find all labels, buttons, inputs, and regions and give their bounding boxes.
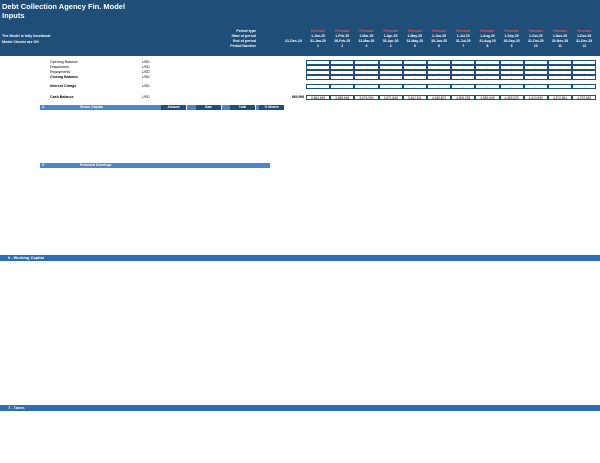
value-cell[interactable]: - [330,70,354,75]
value-cell[interactable]: - [500,65,524,70]
value-cell[interactable]: - [306,75,330,80]
value-cell[interactable]: 4,372,651 [572,95,596,100]
timeline-period-numbers: 12 [582,44,587,48]
value-cell[interactable]: - [379,84,403,89]
working-capital-section: 6 . Working Capital [0,255,600,261]
timeline-end-dates: 30-Sep-25 [503,39,520,43]
timeline-period-numbers: 1 [317,44,319,48]
value-cell[interactable]: - [403,75,427,80]
value-cell[interactable]: - [427,70,451,75]
value-cell[interactable]: - [475,60,499,65]
row-label: Closing Balance [50,75,78,79]
timeline-end-dates: 31-Dec-25 [576,39,593,43]
value-cell[interactable]: - [403,70,427,75]
row-label-period-type: Period type [236,29,256,33]
value-cell[interactable]: - [524,60,548,65]
timeline-start-dates: 1-Jan-25 [311,34,325,38]
timeline-period-types: Forecast [383,29,398,33]
timeline-start-dates: 1-Oct-25 [529,34,543,38]
value-cell[interactable]: - [330,75,354,80]
value-cell[interactable]: - [475,84,499,89]
currency-label: USD [142,70,150,74]
value-cell[interactable]: - [403,65,427,70]
timeline-start-dates: 1-Nov-25 [552,34,568,38]
timeline-end-dates: 30-Apr-25 [382,39,399,43]
value-cell[interactable]: - [354,84,378,89]
timeline-period-types: Forecast [552,29,568,33]
row-label: Repayments [50,70,71,74]
value-cell[interactable]: - [403,60,427,65]
value-cell[interactable]: - [379,70,403,75]
row-label: Cash Balance [50,95,74,99]
share-capital-header-label: Amount [161,105,187,110]
value-cell[interactable]: - [524,70,548,75]
value-cell[interactable]: - [306,60,330,65]
value-cell[interactable]: - [500,60,524,65]
value-cell[interactable]: 4,906,293 [451,95,475,100]
timeline-period-numbers: 2 [341,44,344,48]
value-cell[interactable]: - [548,75,572,80]
timeline-period-numbers: 4 [389,44,392,48]
timeline-period-types: Forecast [504,29,519,33]
row-label-end: End of period [232,39,256,43]
share-capital-header-label: Total [230,105,256,110]
row-cells [306,75,596,80]
row-label: Opening Balance [50,60,78,64]
value-cell[interactable]: - [354,70,378,75]
row-label: Drawdowns [50,65,69,69]
value-cell[interactable]: - [427,65,451,70]
timeline-end-dates: 31-Aug-25 [479,39,496,43]
timeline-period-types: Forecast [431,29,447,33]
timeline-end-dates: 31-Jan-25 [310,39,326,43]
share-capital-header [230,105,256,110]
timeline-period-numbers: 8 [486,44,489,48]
timeline-start-dates: 1-Sep-25 [504,34,519,38]
share-capital-header [161,105,187,110]
timeline-period-numbers: 6 [438,44,440,48]
section-marker: X [42,163,45,167]
timeline-end-dates: 31-Mar-25 [358,39,375,43]
value-cell[interactable]: - [572,65,596,70]
value-cell[interactable]: 3,676,930 [354,95,378,100]
timeline-end-dates: 30-Jun-25 [431,39,447,43]
value-cell[interactable]: - [500,84,524,89]
timeline-period-types: Forecast [359,29,374,33]
timeline-period-numbers: 7 [462,44,465,48]
value-cell[interactable]: - [524,65,548,70]
value-cell[interactable]: - [403,84,427,89]
retained-earnings-title: Retained Earnings [80,163,112,167]
value-cell[interactable]: - [524,75,548,80]
currency-label: USD [142,95,150,99]
value-cell[interactable]: - [500,75,524,80]
row-label-start: Start of period [231,34,256,38]
value-cell[interactable]: - [354,60,378,65]
value-cell[interactable]: - [451,60,475,65]
timeline-period-numbers: 3 [365,44,368,48]
timeline-start-dates: 1-Feb-25 [335,34,350,38]
timeline-start-dates: 1-Apr-25 [383,34,398,38]
value-cell[interactable]: - [572,60,596,65]
value-cell[interactable]: 3,896,664 [330,95,354,100]
value-cell[interactable]: - [451,70,475,75]
timeline-period-types: Forecast [577,29,592,33]
value-cell[interactable]: - [330,84,354,89]
value-cell[interactable]: 4,349,807 [427,95,451,100]
currency-label: USD [142,75,150,79]
timeline-period-numbers: 11 [558,44,562,48]
value-cell[interactable]: - [306,84,330,89]
timeline-end-dates: 31-Jul-25 [455,39,471,43]
value-cell[interactable]: 4,582,609 [475,95,499,100]
share-capital-header [259,105,285,110]
row-total: 669,998 [291,95,304,99]
timeline-end-dates: 31-May-25 [406,39,423,43]
value-cell[interactable]: - [330,60,354,65]
timeline-period-numbers: 5 [413,44,416,48]
row-cells [306,95,596,100]
value-cell[interactable]: - [475,65,499,70]
model-title: Debt Collection Agency Fin. Model [2,2,126,11]
timeline-period-types: Forecast [335,29,350,33]
model-start-date: 21-Dec-24 [285,39,302,43]
share-capital-header [196,105,222,110]
value-cell[interactable]: - [572,84,596,89]
value-cell[interactable]: 4,372,651 [548,95,572,100]
retained-earnings-bar [40,163,270,168]
value-cell[interactable]: 3,571,845 [379,95,403,100]
currency-label: USD [142,60,150,64]
value-cell[interactable]: - [379,65,403,70]
value-cell[interactable]: - [451,84,475,89]
value-cell[interactable]: - [427,84,451,89]
value-cell[interactable]: - [572,70,596,75]
timeline-period-types: Forecast [480,29,495,33]
value-cell[interactable]: - [354,75,378,80]
share-capital-title: Share Capital [80,105,103,109]
value-cell[interactable]: - [306,65,330,70]
taxes-section: 7 . Taxes [0,405,600,411]
currency-label: USD [142,84,150,88]
timeline-start-dates: 1-Dec-25 [577,34,592,38]
value-cell[interactable]: - [427,75,451,80]
model-status: The Model is fully functional [2,34,51,38]
timeline-period-types: Forecast [310,29,326,33]
share-capital-header-label: % Shares [259,105,285,110]
value-cell[interactable]: 3,963,549 [306,95,330,100]
row-label: Interest Charge [50,84,77,88]
timeline-end-dates: 28-Feb-25 [334,39,351,43]
timeline-period-types: Forecast [456,29,471,33]
value-cell[interactable]: - [548,60,572,65]
value-cell[interactable]: - [572,75,596,80]
timeline-start-dates: 1-Jul-25 [456,34,470,38]
timeline-start-dates: 1-May-25 [407,34,423,38]
value-cell[interactable]: - [475,70,499,75]
value-cell[interactable]: - [524,84,548,89]
row-label-period-number: Period Number [230,44,256,48]
timeline-start-dates: 1-Jun-25 [432,34,446,38]
value-cell[interactable]: - [548,65,572,70]
value-cell[interactable]: 4,459,229 [500,95,524,100]
page-subtitle: Inputs [2,11,25,20]
value-cell[interactable]: - [475,75,499,80]
value-cell[interactable]: - [379,75,403,80]
row-cells [306,84,596,89]
value-cell[interactable]: 4,413,990 [524,95,548,100]
value-cell[interactable]: - [427,60,451,65]
value-cell[interactable]: - [548,70,572,75]
value-cell[interactable]: - [306,70,330,75]
value-cell[interactable]: 3,402,511 [403,95,427,100]
value-cell[interactable]: - [330,65,354,70]
currency-label: USD [142,65,150,69]
timeline-period-numbers: 9 [510,44,513,48]
model-checks: Model Checks are OK [2,40,39,44]
timeline-period-types: Forecast [407,29,422,33]
value-cell[interactable]: - [379,60,403,65]
timeline-start-dates: 1-Aug-25 [480,34,495,38]
value-cell[interactable]: - [451,65,475,70]
value-cell[interactable]: - [548,84,572,89]
value-cell[interactable]: - [500,70,524,75]
timeline-end-dates: 30-Nov-25 [551,39,569,43]
timeline-end-dates: 31-Oct-25 [528,39,544,43]
section-marker: X [42,105,45,109]
value-cell[interactable]: - [451,75,475,80]
timeline-period-numbers: 10 [533,44,538,48]
share-capital-header-label: Date [196,105,222,110]
timeline-period-types: Forecast [528,29,543,33]
value-cell[interactable]: - [354,65,378,70]
timeline-start-dates: 1-Mar-25 [359,34,374,38]
